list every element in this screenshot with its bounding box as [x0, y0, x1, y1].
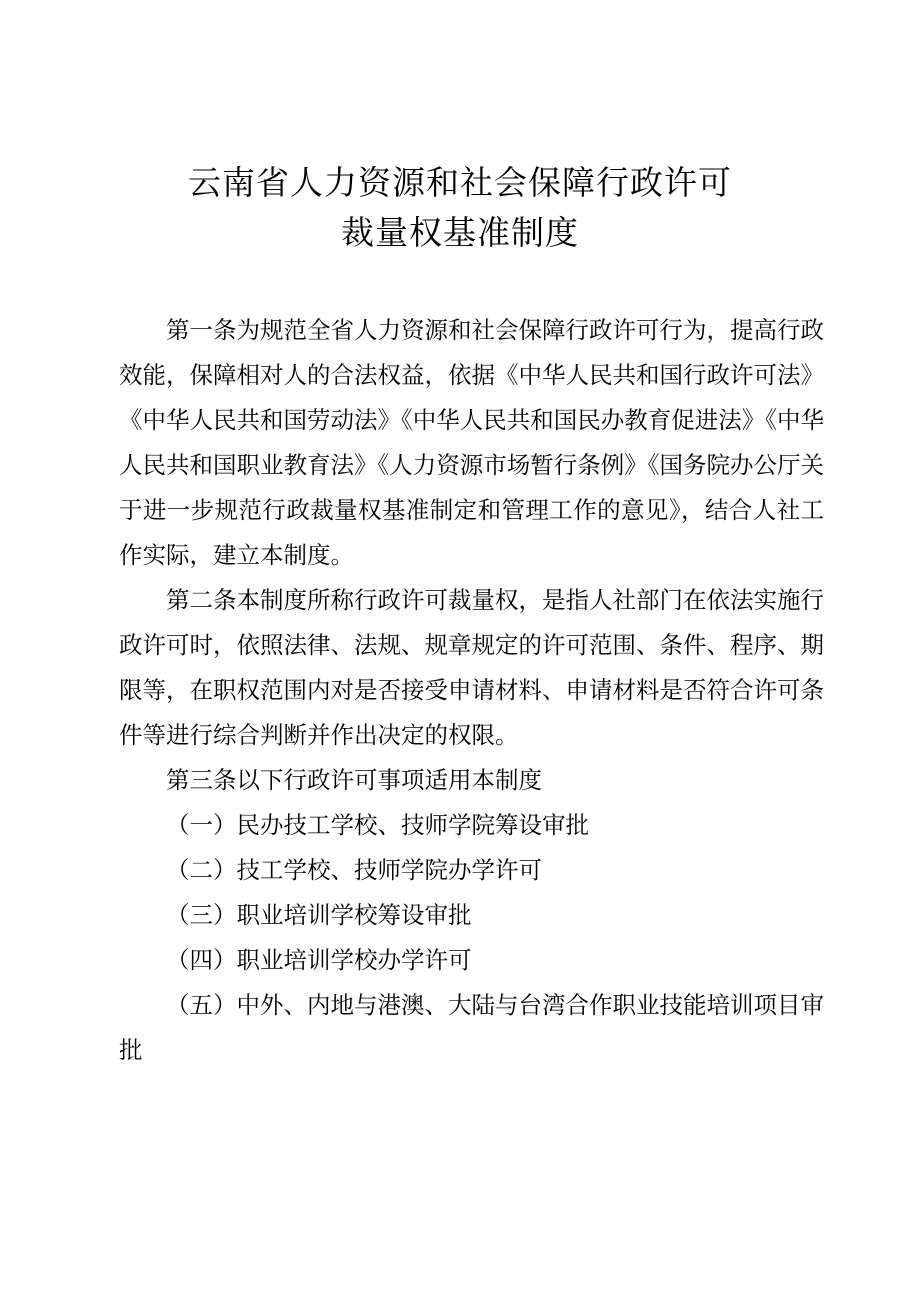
article-1-paragraph: 第一条为规范全省人力资源和社会保障行政许可行为，提高行政效能，保障相对人的合法权益，依据《中华人民共和国行政许可法》《中华人民共和国劳动法》《中华人民共和国民办教育促进法》《中华人民共和国职业教育法》《人力资源市场暂行条例》《国务院办公厅关于进一步规范行政裁量权基准制定和管理工作的意见》，结合人社工作实际，建立本制度。 [119, 316, 824, 569]
document-title-line-1: 云南省人力资源和社会保障行政许可 [188, 163, 732, 202]
list-item-4: （四）职业培训学校办学许可 [166, 946, 472, 974]
list-item-5: （五）中外、内地与港澳、大陆与台湾合作职业技能培训项目审批 [119, 991, 824, 1064]
article-3-paragraph: 第三条以下行政许可事项适用本制度 [166, 766, 542, 794]
document-body [119, 308, 824, 1073]
article-2-paragraph: 第二条本制度所称行政许可裁量权，是指人社部门在依法实施行政许可时，依照法律、法规、规章规定的许可范围、条件、程序、期限等，在职权范围内对是否接受申请材料、申请材料是否符合许可条件等进行综合判断并作出决定的权限。 [119, 586, 824, 749]
document-title-line-2: 裁量权基准制度 [341, 213, 579, 252]
list-item-1: （一）民办技工学校、技师学院筹设审批 [166, 811, 589, 839]
list-item-2: （二）技工学校、技师学院办学许可 [166, 856, 542, 884]
list-item-3: （三）职业培训学校筹设审批 [166, 901, 472, 929]
